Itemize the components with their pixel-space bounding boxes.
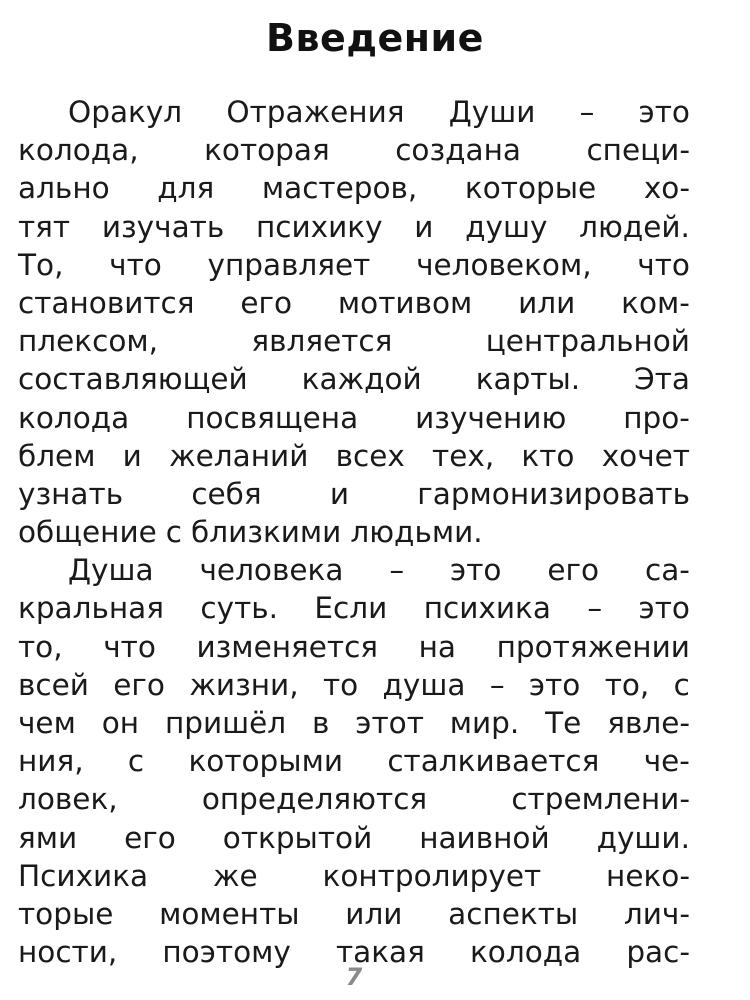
word: торые xyxy=(18,896,114,931)
word: открытой xyxy=(222,820,373,855)
text-line xyxy=(18,284,690,322)
text-line xyxy=(18,742,690,780)
page-number: 7 xyxy=(345,963,363,991)
text-line xyxy=(18,93,690,131)
text-line xyxy=(18,628,690,666)
word: гармонизировать xyxy=(417,476,690,511)
word: пришёл xyxy=(164,706,287,740)
word: и xyxy=(122,438,142,473)
word: мотивом xyxy=(337,285,473,320)
word: плексом, xyxy=(18,324,159,359)
text-line xyxy=(18,589,690,627)
word: То, xyxy=(18,247,64,282)
word: центральной xyxy=(485,324,690,359)
word: его xyxy=(547,553,600,588)
word: кто xyxy=(521,438,575,473)
word: ально xyxy=(18,171,110,206)
word: это xyxy=(450,553,502,588)
word: неко- xyxy=(606,858,690,893)
word: каждой xyxy=(301,362,422,397)
word: тят xyxy=(18,209,71,244)
word: для xyxy=(157,171,215,206)
word: психику xyxy=(255,209,383,244)
word: его xyxy=(113,667,165,702)
word: Психика xyxy=(18,858,149,893)
text-line xyxy=(18,895,690,933)
text-line xyxy=(18,360,690,398)
word: протяжении xyxy=(496,629,690,664)
paragraph-1 xyxy=(18,93,690,551)
word: общение xyxy=(18,515,157,550)
word: аспекты xyxy=(448,896,579,931)
text-line xyxy=(18,704,690,742)
word: ния, xyxy=(18,744,84,779)
word: то, xyxy=(604,667,650,702)
word: с xyxy=(165,515,183,550)
text-line xyxy=(18,169,690,207)
word: душа xyxy=(382,667,466,702)
word: мир. xyxy=(449,706,520,740)
word: он xyxy=(101,706,140,740)
word: человеком, xyxy=(416,247,592,282)
word: колода xyxy=(18,400,130,435)
text-line xyxy=(18,246,690,284)
word: са- xyxy=(645,553,690,588)
word: хочет xyxy=(601,438,690,473)
word: моменты xyxy=(159,896,300,931)
word: или xyxy=(345,896,403,931)
paragraph-2 xyxy=(18,551,690,971)
word: его xyxy=(124,820,176,855)
word: является xyxy=(251,324,393,359)
word: хо- xyxy=(643,171,690,206)
word: это xyxy=(528,667,581,702)
word: явле- xyxy=(607,706,690,740)
word: чем xyxy=(18,706,76,740)
word: всех xyxy=(335,438,405,473)
word: которыми xyxy=(188,744,343,779)
word: этот xyxy=(355,706,424,740)
word: Отражения xyxy=(226,95,405,129)
word: колода xyxy=(469,935,582,970)
word: что xyxy=(637,247,690,282)
word: изучению xyxy=(415,400,567,435)
word: поэтому xyxy=(162,935,291,970)
word: создана xyxy=(395,133,521,168)
word: ловек, xyxy=(18,782,118,817)
word: суть. xyxy=(200,591,279,626)
word: Если xyxy=(314,591,388,626)
word: желаний xyxy=(169,438,309,473)
word: наивной xyxy=(419,820,550,855)
word: узнать xyxy=(18,476,124,511)
word: и xyxy=(329,476,350,511)
word: че- xyxy=(643,744,690,779)
word: Оракул xyxy=(68,95,183,129)
word: карты. xyxy=(475,362,581,397)
word: специ- xyxy=(586,133,690,168)
word: про- xyxy=(623,400,690,435)
word: его xyxy=(240,285,293,320)
word: с xyxy=(127,744,145,779)
word: психика xyxy=(423,591,551,626)
word: кральная xyxy=(18,591,164,626)
word: мастеров, xyxy=(261,171,418,206)
text-line xyxy=(18,666,690,704)
word: в xyxy=(312,706,330,740)
word: становится xyxy=(18,285,195,320)
word: Эта xyxy=(634,362,690,397)
word: рас- xyxy=(626,935,690,970)
word: сталкивается xyxy=(387,744,600,779)
text-line xyxy=(18,819,690,857)
word: себя xyxy=(191,476,262,511)
text-line xyxy=(18,475,690,513)
text-line xyxy=(18,437,690,475)
text-line xyxy=(18,513,690,551)
word: то, xyxy=(18,629,63,664)
word: на xyxy=(418,629,457,664)
word: Те xyxy=(545,706,582,740)
word: управляет xyxy=(207,247,371,282)
text-line xyxy=(18,857,690,895)
word: всей xyxy=(18,667,89,702)
word: души. xyxy=(596,820,690,855)
word: то xyxy=(322,667,359,702)
word: что xyxy=(103,629,156,664)
word: же xyxy=(212,858,258,893)
word: составляющей xyxy=(18,362,248,397)
word: которая xyxy=(204,133,330,168)
word: контролирует xyxy=(322,858,542,893)
word: стремлени- xyxy=(511,782,690,817)
word: ями xyxy=(18,820,78,855)
word: Души xyxy=(448,95,536,129)
word: – xyxy=(579,95,595,129)
word: изучать xyxy=(101,209,225,244)
text-line xyxy=(18,322,690,360)
word: людьми. xyxy=(350,515,483,550)
word: это xyxy=(638,95,690,129)
text-line xyxy=(18,780,690,818)
word: жизни, xyxy=(189,667,299,702)
word: это xyxy=(638,591,690,626)
word: душу xyxy=(465,209,548,244)
word: изменяется xyxy=(196,629,379,664)
word: посвящена xyxy=(186,400,359,435)
text-line xyxy=(18,131,690,169)
word: или xyxy=(518,285,576,320)
body-text xyxy=(18,93,690,971)
word: близкими xyxy=(191,515,342,550)
word: такая xyxy=(335,935,425,970)
word: что xyxy=(109,247,162,282)
word: и xyxy=(414,209,434,244)
word: ности, xyxy=(18,935,118,970)
word: людей. xyxy=(579,209,690,244)
text-line xyxy=(18,399,690,437)
word: ком- xyxy=(621,285,690,320)
word: – xyxy=(489,667,505,702)
word: с xyxy=(673,667,690,702)
word: лич- xyxy=(623,896,690,931)
word: определяются xyxy=(201,782,428,817)
chapter-title: Введение xyxy=(266,16,484,60)
word: блем xyxy=(18,438,96,473)
word: Душа xyxy=(68,553,154,588)
text-line xyxy=(18,208,690,246)
word: – xyxy=(587,591,603,626)
word: которые xyxy=(464,171,597,206)
text-line xyxy=(18,551,690,589)
word: колода, xyxy=(18,133,139,168)
word: человека xyxy=(199,553,344,588)
word: тех, xyxy=(432,438,495,473)
word: – xyxy=(389,553,405,588)
